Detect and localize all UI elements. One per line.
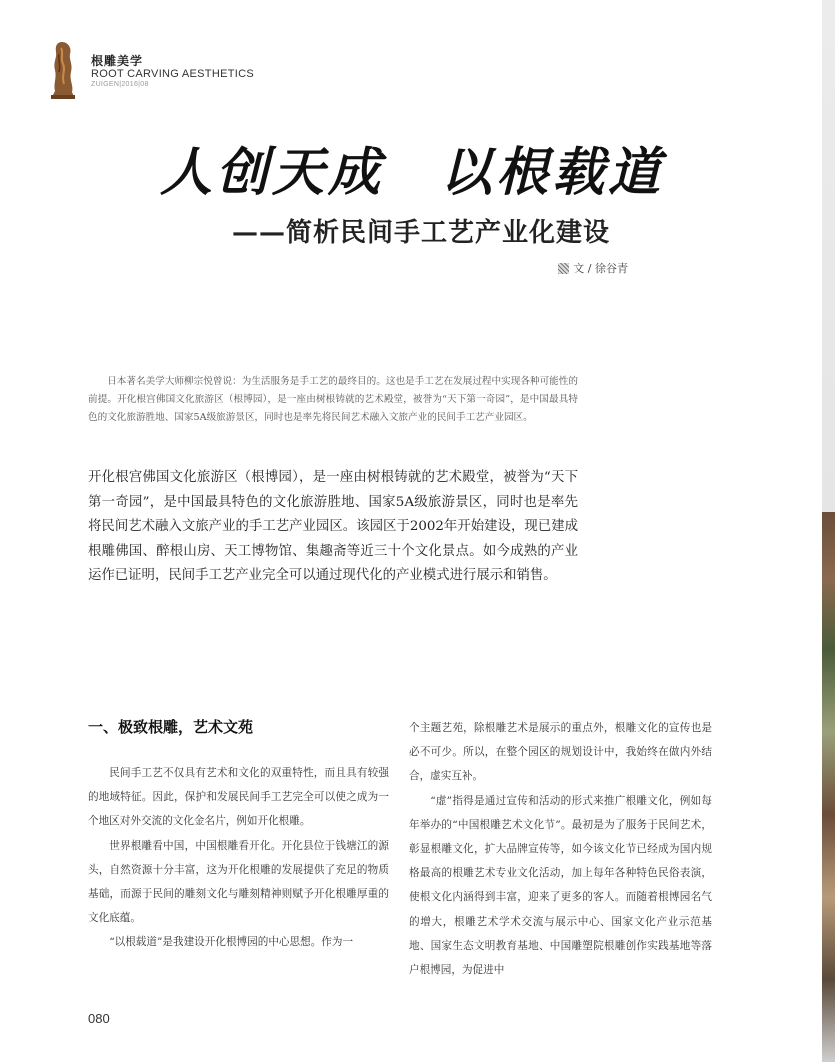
body-paragraph: 个主题艺苑，除根雕艺术是展示的重点外，根雕文化的宣传也是必不可少。所以，在整个园区的规划设计中，我始终在做内外结合，虚实互补。: [409, 722, 712, 783]
body-paragraph: “虚”指得是通过宣传和活动的形式来推广根雕文化，例如每年举办的“中国根雕艺术文化节”。最初是为了服务于民间艺术，彰显根雕文化，扩大品牌宣传等，如今该文化节已经成为国内规格最高的根雕艺术专业文化活动，加上每年各种特色民俗表演，使根文化内涵得到丰富，迎来了更多的客人。而随着根博园名气的增大，根雕艺术学术交流与展示中心、国家文化产业示范基地、国家生态文明教育基地、中国雕塑院根雕创作实践基地等落户根博园，为促进中: [409, 794, 712, 977]
lead-paragraph: 开化根宫佛国文化旅游区（根博园），是一座由树根铸就的艺术殿堂，被誉为“天下第一奇园”，是中国最具特色的文化旅游胜地、国家5A级旅游景区，同时也是率先将民间艺术融入文旅产业的手工艺产业园区。该园区于2002年开始建设，现已建成根雕佛国、醉根山房、天工博物馆、集趣斋等近三十个文化景点。如今成熟的产业运作已证明，民间手工艺产业完全可以通过现代化的产业模式进行展示和销售。: [88, 470, 578, 584]
author-name: 文 / 徐谷青: [573, 262, 628, 275]
adjacent-page-photo: [822, 512, 835, 1062]
page-number: 080: [88, 1011, 110, 1026]
column-title: 根雕美学: [91, 54, 144, 68]
body-column-right: [409, 716, 712, 982]
issue-code: ZUIGEN|2016|08: [91, 81, 149, 88]
article-title: 人创天成 以根载道: [160, 142, 665, 203]
body-column-left: [88, 761, 389, 955]
article-subtitle: ——简析民间手工艺产业化建设: [232, 218, 611, 248]
article-abstract: 日本著名美学大师柳宗悦曾说：为生活服务是手工艺的最终目的。这也是手工艺在发展过程中实现各种可能性的前提。开化根宫佛国文化旅游区（根博园），是一座由树根铸就的艺术殿堂，被誉为“天下第一奇园”，是中国最具特色的文化旅游胜地、国家5A级旅游景区，同时也是率先将民间艺术融入文旅产业的民间手工艺产业园区。: [88, 376, 578, 423]
body-paragraph: 民间手工艺不仅具有艺术和文化的双重特性，而且具有较强的地域特征。因此，保护和发展民间手工艺完全可以使之成为一个地区对外交流的文化金名片，例如开化根雕。: [88, 767, 389, 828]
column-subtitle: ROOT CARVING AESTHETICS: [91, 68, 254, 80]
body-paragraph: “以根载道”是我建设开化根博园的中心思想。作为一: [109, 936, 354, 949]
body-paragraph: 世界根雕看中国，中国根雕看开化。开化县位于钱塘江的源头，自然资源十分丰富，这为开化根雕的发展提供了充足的物质基础，而源于民间的雕刻文化与雕刻精神则赋予开化根雕厚重的文化底蕴。: [88, 839, 389, 925]
root-carving-logo-icon: [48, 40, 78, 100]
byline: [558, 260, 628, 276]
byline-marker-icon: [558, 263, 569, 274]
section-heading: 一、极致根雕，艺术文苑: [88, 718, 254, 736]
